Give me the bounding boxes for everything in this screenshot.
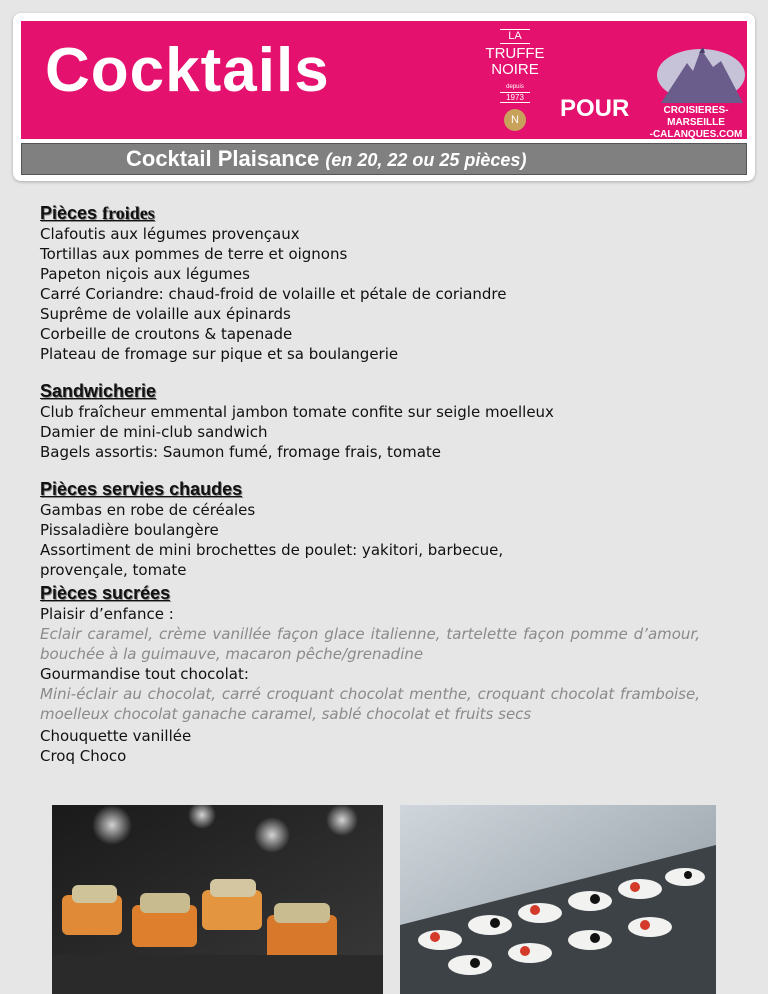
- food-photo-skewers: [52, 805, 383, 994]
- section-heading-chaudes: Pièces servies chaudes: [40, 479, 243, 499]
- list-item: Croq Choco: [40, 747, 127, 765]
- list-item: Suprême de volaille aux épinards: [40, 305, 291, 323]
- list-item: Plaisir d’enfance :: [40, 605, 174, 623]
- header-banner: [13, 13, 755, 181]
- menu-content: [40, 202, 700, 766]
- list-item: Damier de mini-club sandwich: [40, 423, 268, 441]
- list-item: provençale, tomate: [40, 561, 187, 579]
- list-item: Club fraîcheur emmental jambon tomate confite sur seigle moelleux: [40, 403, 554, 421]
- list-item: Carré Coriandre: chaud-froid de volaille et pétale de coriandre: [40, 285, 507, 303]
- page-title: Cocktails: [45, 36, 330, 105]
- truffe-noire-logo: LA TRUFFE NOIRE depuis 1973 N: [479, 25, 551, 133]
- item-description: Eclair caramel, crème vanillée façon glace italienne, tartelette façon pomme d’amour, bouchée à la guimauve, macaron pêche/grenadine: [40, 625, 700, 663]
- food-photo-spoons: [400, 805, 716, 994]
- pour-label: POUR: [560, 95, 630, 122]
- list-item: Gourmandise tout chocolat:: [40, 665, 249, 683]
- subtitle: Cocktail Plaisance (en 20, 22 ou 25 pièces): [126, 146, 527, 171]
- subtitle-bar: [21, 143, 747, 175]
- list-item: Plateau de fromage sur pique et sa boulangerie: [40, 345, 399, 363]
- subtitle-note: (en 20, 22 ou 25 pièces): [325, 150, 527, 170]
- list-item: Tortillas aux pommes de terre et oignons: [40, 245, 348, 263]
- section-heading-sucrees: Pièces sucrées: [40, 583, 171, 603]
- list-item: Papeton niçois aux légumes: [40, 265, 250, 283]
- list-item: Chouquette vanillée: [40, 727, 192, 745]
- croisieres-logo: CROISIERES-MARSEILLE -CALANQUES.COM: [641, 41, 751, 137]
- item-description: Mini-éclair au chocolat, carré croquant chocolat menthe, croquant chocolat framboise, moelleux chocolat ganache caramel, sablé chocolat et fruits secs: [40, 685, 700, 723]
- calanques-mountain-icon: [641, 41, 751, 107]
- pink-header: [21, 21, 747, 139]
- list-item: Clafoutis aux légumes provençaux: [40, 225, 300, 243]
- list-item: Corbeille de croutons & tapenade: [40, 325, 293, 343]
- section-heading-sandwicherie: Sandwicherie: [40, 381, 157, 401]
- list-item: Bagels assortis: Saumon fumé, fromage frais, tomate: [40, 443, 442, 461]
- list-item: Pissaladière boulangère: [40, 521, 219, 539]
- list-item: Assortiment de mini brochettes de poulet: yakitori, barbecue,: [40, 541, 504, 559]
- list-item: Gambas en robe de céréales: [40, 501, 256, 519]
- section-heading-froides: Pièces froides: [40, 203, 155, 223]
